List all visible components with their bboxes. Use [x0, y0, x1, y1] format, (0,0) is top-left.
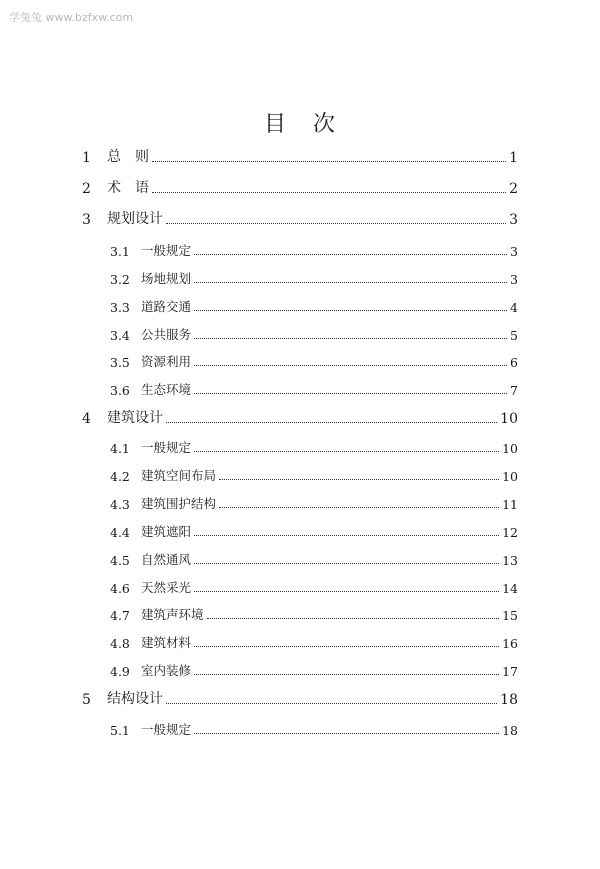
title-char-1: 目	[263, 112, 287, 137]
dot-leader	[194, 309, 507, 311]
toc-entry-page: 12	[502, 525, 518, 540]
toc-entry[interactable]	[110, 323, 518, 343]
dot-leader	[194, 645, 499, 647]
toc-entry-label: 建筑材料	[141, 635, 192, 650]
toc-entry-label: 道路交通	[141, 299, 192, 314]
toc-entry[interactable]	[110, 631, 518, 651]
toc-entry-number: 5	[82, 692, 91, 708]
dot-leader	[194, 590, 499, 592]
toc-entry-page: 5	[510, 328, 518, 343]
page-title	[0, 107, 600, 138]
toc-entry-page: 10	[502, 441, 518, 456]
toc-entry-label: 建筑设计	[107, 410, 163, 426]
toc-entry-number: 3.3	[110, 300, 130, 315]
dot-leader	[194, 732, 499, 734]
toc-entry-page: 3	[510, 272, 518, 287]
dot-leader	[219, 506, 499, 508]
toc-entry[interactable]	[110, 350, 518, 370]
toc-entry-number: 3.2	[110, 272, 130, 287]
toc-entry-page: 10	[500, 411, 518, 427]
dot-leader	[166, 222, 506, 224]
toc-entry-label: 生态环境	[141, 382, 192, 397]
toc-entry-number: 1	[82, 150, 91, 166]
toc-entry[interactable]	[82, 146, 518, 166]
dot-leader	[194, 562, 499, 564]
toc-entry-number: 4.2	[110, 469, 130, 484]
toc-entry-number: 4.8	[110, 636, 130, 651]
dot-leader	[194, 253, 507, 255]
toc-entry-label: 室内装修	[141, 663, 192, 678]
toc-entry[interactable]	[110, 603, 518, 623]
toc-entry-page: 6	[510, 355, 518, 370]
toc-entry-number: 4.1	[110, 441, 130, 456]
toc-entry-number: 5.1	[110, 723, 130, 738]
dot-leader	[152, 191, 506, 193]
toc-entry-page: 2	[509, 181, 518, 197]
toc-entry-number: 4	[82, 411, 91, 427]
toc-entry-page: 17	[502, 664, 518, 679]
dot-leader	[194, 337, 507, 339]
toc-entry[interactable]	[82, 407, 518, 427]
toc-entry-label: 公共服务	[141, 327, 192, 342]
toc-entry-label: 资源利用	[141, 354, 192, 369]
dot-leader	[152, 160, 506, 162]
toc-entry[interactable]	[110, 464, 518, 484]
toc-entry-page: 15	[502, 608, 518, 623]
toc-entry-page: 13	[502, 553, 518, 568]
toc-entry-number: 4.7	[110, 608, 130, 623]
toc-entry-number: 3.4	[110, 328, 130, 343]
toc-entry-number: 4.4	[110, 525, 130, 540]
dot-leader	[207, 617, 500, 619]
toc-entry-page: 18	[500, 692, 518, 708]
toc-entry-label: 总 则	[107, 149, 149, 165]
toc-entry-label: 一般规定	[141, 243, 192, 258]
toc-entry-number: 3.6	[110, 383, 130, 398]
toc-entry-number: 4.3	[110, 497, 130, 512]
toc-entry-number: 4.9	[110, 664, 130, 679]
toc-entry-label: 建筑遮阳	[141, 524, 192, 539]
toc-entry-page: 10	[502, 469, 518, 484]
dot-leader	[194, 673, 499, 675]
toc-entry-label: 天然采光	[141, 580, 192, 595]
toc-entry-number: 3.5	[110, 355, 130, 370]
toc-entry[interactable]	[110, 659, 518, 679]
toc-entry-label: 建筑声环境	[141, 607, 204, 622]
toc-entry-page: 4	[510, 300, 518, 315]
toc-entry-page: 1	[509, 150, 518, 166]
dot-leader	[194, 364, 507, 366]
toc-entry[interactable]	[110, 492, 518, 512]
toc-entry[interactable]	[110, 718, 518, 738]
toc-entry-number: 4.5	[110, 553, 130, 568]
toc-entry-label: 规划设计	[107, 211, 163, 227]
toc-entry[interactable]	[110, 548, 518, 568]
dot-leader	[194, 281, 507, 283]
toc-entry[interactable]	[82, 177, 518, 197]
toc-entry[interactable]	[110, 520, 518, 540]
toc-entry[interactable]	[110, 267, 518, 287]
dot-leader	[194, 450, 499, 452]
toc-entry-label: 术 语	[107, 180, 149, 196]
toc-entry-number: 4.6	[110, 581, 130, 596]
toc-entry-label: 建筑围护结构	[141, 496, 217, 511]
toc-entry[interactable]	[110, 378, 518, 398]
toc-entry[interactable]	[110, 295, 518, 315]
dot-leader	[194, 534, 499, 536]
toc-entry[interactable]	[82, 208, 518, 228]
toc-entry[interactable]	[110, 239, 518, 259]
toc-entry-label: 一般规定	[141, 722, 192, 737]
title-char-2: 次	[313, 112, 337, 137]
toc-entry-page: 3	[509, 212, 518, 228]
toc-entry-label: 场地规划	[141, 271, 192, 286]
toc-entry-label: 结构设计	[107, 691, 163, 707]
toc-entry-page: 18	[502, 723, 518, 738]
toc-entry-page: 16	[502, 636, 518, 651]
dot-leader	[166, 421, 497, 423]
toc-entry-label: 一般规定	[141, 440, 192, 455]
dot-leader	[219, 478, 499, 480]
toc-entry-page: 11	[502, 497, 518, 512]
toc-entry[interactable]	[110, 576, 518, 596]
toc-entry-page: 3	[510, 244, 518, 259]
toc-entry-label: 建筑空间布局	[141, 468, 217, 483]
dot-leader	[194, 392, 507, 394]
dot-leader	[166, 702, 497, 704]
toc-entry[interactable]	[110, 436, 518, 456]
toc-entry-number: 3.1	[110, 244, 130, 259]
toc-entry-number: 2	[82, 181, 91, 197]
toc-entry-label: 自然通风	[141, 552, 192, 567]
toc-entry-page: 7	[510, 383, 518, 398]
toc-entry-number: 3	[82, 212, 91, 228]
toc-entry-page: 14	[502, 581, 518, 596]
watermark: 学兔兔 www.bzfxw.com	[9, 11, 134, 24]
toc-entry[interactable]	[82, 688, 518, 708]
